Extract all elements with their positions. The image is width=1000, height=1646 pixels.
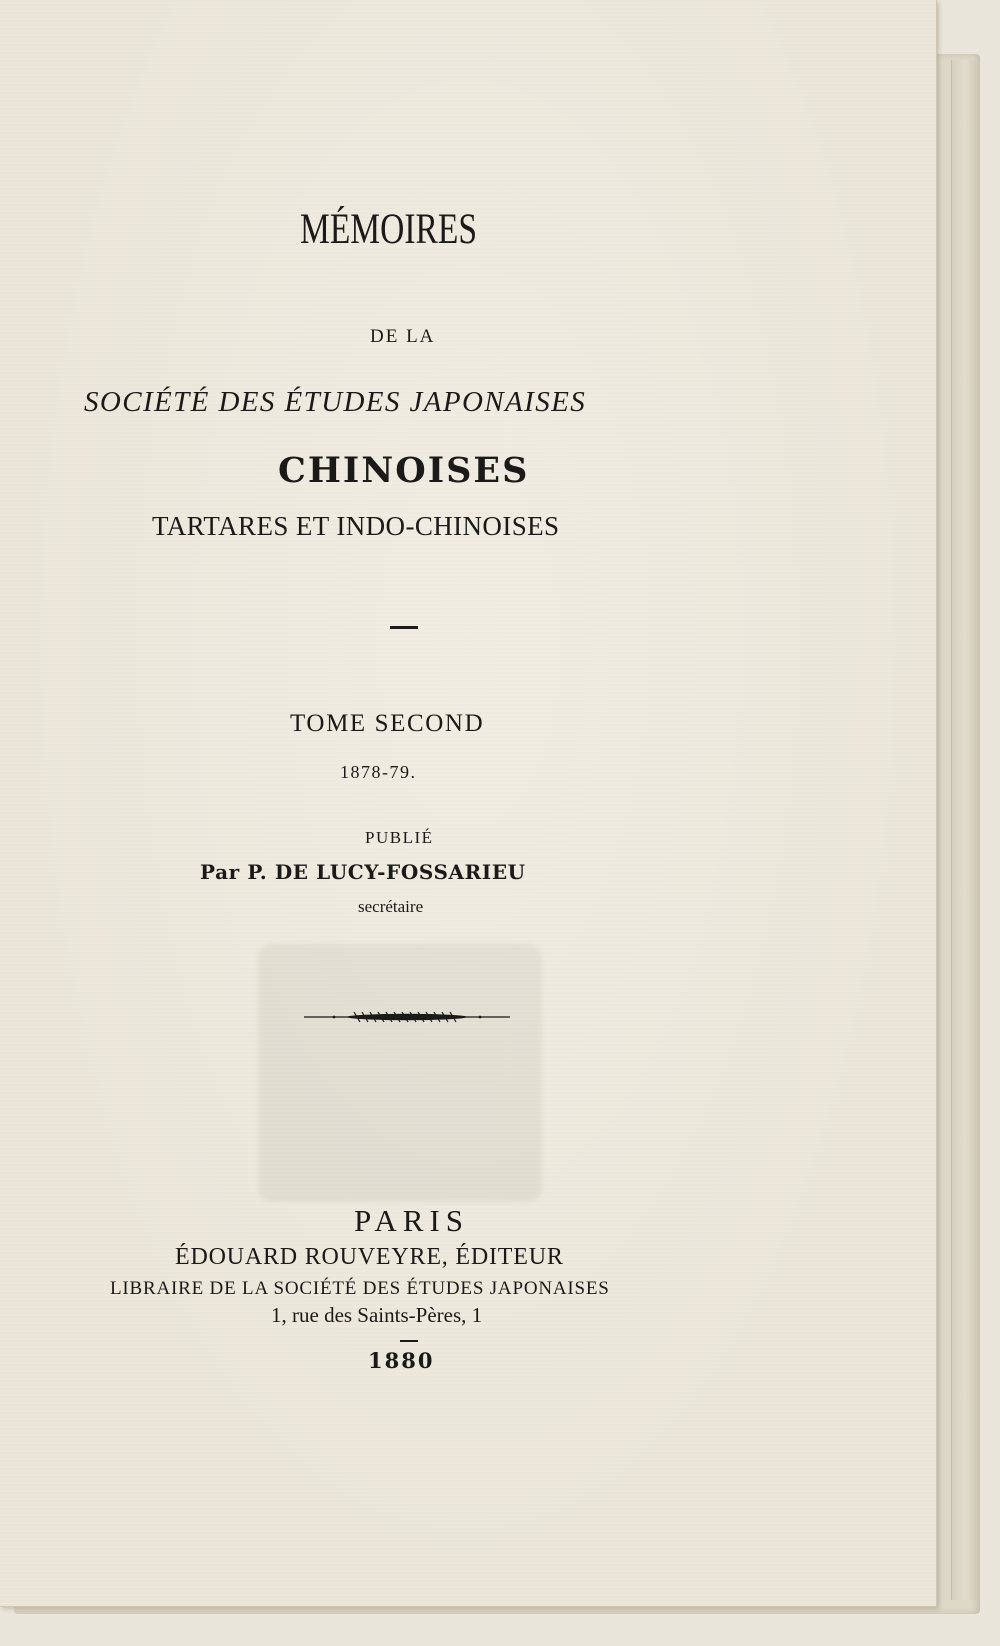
address-line: 1, rue des Saints-Pères, 1 xyxy=(271,1303,483,1327)
chinoises-line: CHINOISES xyxy=(278,450,530,491)
publie-line: PUBLIÉ xyxy=(365,828,434,847)
title: MÉMOIRES xyxy=(300,206,478,253)
role-line: secrétaire xyxy=(358,897,424,916)
city-line: PARIS xyxy=(354,1203,470,1238)
tome-line: TOME SECOND xyxy=(290,710,485,737)
tartares-line: TARTARES ET INDO-CHINOISES xyxy=(152,511,560,541)
author-line: Par P. DE LUCY-FOSSARIEU xyxy=(200,860,526,884)
de-la-line: DE LA xyxy=(370,326,436,347)
page-edge xyxy=(951,60,978,1600)
year-line: 1880 xyxy=(368,1348,435,1373)
separator-dash-small xyxy=(400,1340,418,1342)
ornament-rule xyxy=(304,1010,510,1024)
separator-dash xyxy=(390,626,418,629)
show-through-shadow xyxy=(258,944,542,1202)
years-line: 1878-79. xyxy=(340,762,417,782)
society-line: SOCIÉTÉ DES ÉTUDES JAPONAISES xyxy=(84,386,587,418)
libraire-line: LIBRAIRE DE LA SOCIÉTÉ DES ÉTUDES JAPONAISES xyxy=(110,1278,610,1299)
publisher-line: ÉDOUARD ROUVEYRE, ÉDITEUR xyxy=(175,1244,564,1270)
